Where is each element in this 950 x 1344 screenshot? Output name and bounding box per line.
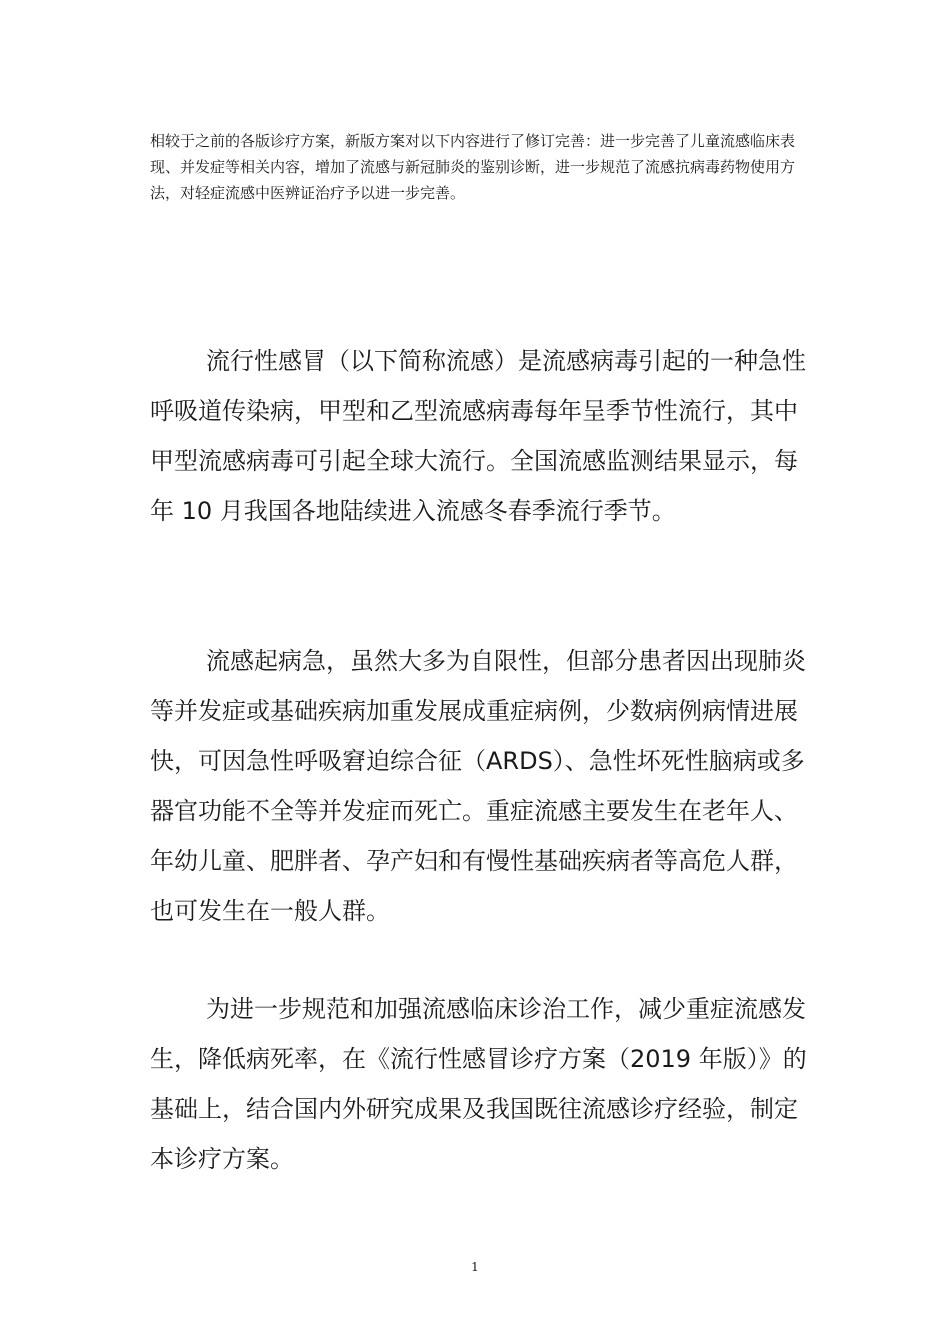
page-number: 1 (471, 1260, 479, 1274)
intro-paragraph: 相较于之前的各版诊疗方案，新版方案对以下内容进行了修订完善：进一步完善了儿童流感临床表现、并发症等相关内容，增加了流感与新冠肺炎的鉴别诊断，进一步规范了流感抗病毒药物使用方法，对轻症流感中医辨证治疗予以进一步完善。 (150, 132, 796, 202)
body-paragraph-2: 流感起病急，虽然大多为自限性，但部分患者因出现肺炎等并发症或基础疾病加重发展成重症病例，少数病例病情进展快，可因急性呼吸窘迫综合征（ARDS）、急性坏死性脑病或多器官功能不全等并发症而死亡。重症流感主要发生在老年人、年幼儿童、肥胖者、孕产妇和有慢性基础疾病者等高危人群，也可发生在一般人群。 (150, 647, 806, 925)
body-paragraph-3: 为进一步规范和加强流感临床诊治工作，减少重症流感发生，降低病死率，在《流行性感冒诊疗方案（2019 年版）》的基础上，结合国内外研究成果及我国既往流感诊疗经验，制定本诊疗方案。 (150, 995, 807, 1173)
body-paragraph-1: 流行性感冒（以下简称流感）是流感病毒引起的一种急性呼吸道传染病，甲型和乙型流感病毒每年呈季节性流行，其中甲型流感病毒可引起全球大流行。全国流感监测结果显示，每年 10 月我国各地陆续进入流感冬春季流行季节。 (150, 347, 806, 525)
